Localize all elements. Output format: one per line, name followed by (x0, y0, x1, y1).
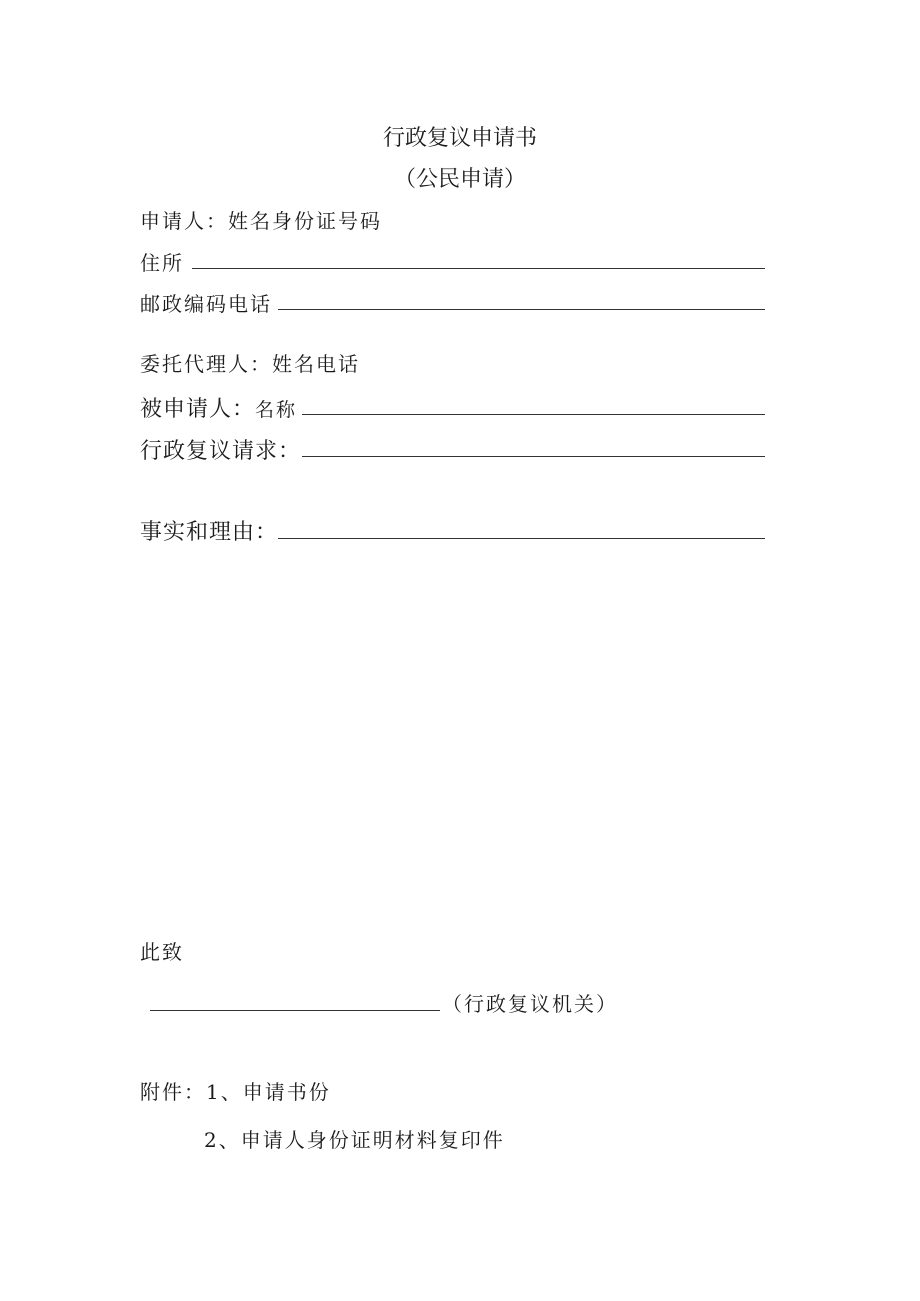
document-subtitle: （公民申请） (393, 167, 526, 192)
applicant-fields: 姓名身份证号码 (228, 209, 382, 233)
respondent-row (140, 392, 297, 423)
address-blank-line[interactable] (192, 268, 765, 269)
attachments-row (140, 1076, 331, 1105)
document-title: 行政复议申请书 (382, 126, 537, 151)
postal-label: 邮政编码电话 (140, 292, 272, 316)
respondent-fields: 名称 (255, 399, 298, 421)
respondent-label: 被申请人： (140, 397, 256, 422)
attachments-label: 附件： (140, 1080, 206, 1104)
facts-label: 事实和理由： (140, 520, 279, 545)
authority-blank-line[interactable] (150, 1010, 440, 1011)
respondent-blank-line[interactable] (302, 414, 765, 415)
request-label: 行政复议请求： (140, 439, 302, 464)
salutation: 此致 (140, 940, 184, 964)
postal-blank-line[interactable] (278, 309, 765, 310)
address-label: 住所 (140, 251, 184, 275)
facts-blank-line[interactable] (278, 538, 765, 539)
applicant-row (140, 205, 382, 234)
attachment-item-1: 1、申请书份 (206, 1080, 331, 1104)
agent-fields: 姓名电话 (272, 352, 360, 376)
agent-label: 委托代理人： (140, 352, 272, 376)
request-blank-line[interactable] (302, 456, 765, 457)
applicant-label: 申请人： (140, 209, 228, 233)
agent-row (140, 348, 360, 377)
attachment-item-2: 2、申请人身份证明材料复印件 (204, 1128, 505, 1152)
authority-suffix: （行政复议机关） (442, 992, 618, 1016)
